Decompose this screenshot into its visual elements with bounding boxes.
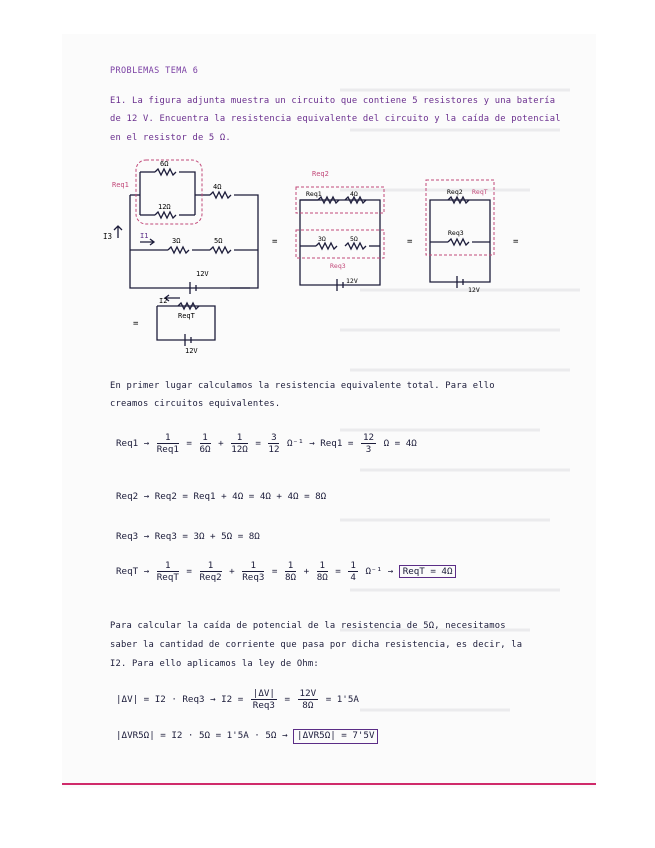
text2-line-1: Para calcular la caída de potencial de la resistencia de 5Ω, necesitamos xyxy=(110,621,506,631)
reqt-result-box: ReqT = 4Ω xyxy=(399,565,457,578)
equation-req2: Req2 → Req2 = Req1 + 4Ω = 4Ω + 4Ω = 8Ω xyxy=(116,491,327,502)
label-12v-right: 12V xyxy=(468,286,480,294)
resistor-req3-right xyxy=(448,239,469,245)
resistor-4ohm xyxy=(210,192,231,198)
equation-reqt: ReqT → $\frac{1}{\text{ReqT}}$ = $\frac{1}{\text{Req2}}$ + $\frac{1}{\text{Req3}}$ = $\frac{1}{8\Omega}$ + $\frac{1}{8\Omega}$ = $\frac{1}{4}$ Ω⁻¹ → ReqT = 4Ω xyxy=(116,560,456,583)
label-12v-small: 12V xyxy=(185,347,198,355)
label-r3-mid: 3Ω xyxy=(318,235,326,243)
label-reqt-small: ReqT xyxy=(178,312,195,320)
resistor-6ohm xyxy=(155,169,176,175)
label-r5: 5Ω xyxy=(214,237,223,245)
text2-line-3: I2. Para ello aplicamos la ley de Ohm: xyxy=(110,659,319,669)
label-r4: 4Ω xyxy=(213,183,222,191)
equation-req1: Req1 → $\frac{1}{\text{Req1}}$ = $\frac{1}{6\Omega}$ + $\frac{1}{12\Omega}$ = $\frac{3}{12}$ Ω⁻¹ → Req1 = $\frac{12}{3}$ Ω = 4Ω xyxy=(116,432,417,455)
statement-line-1: E1. La figura adjunta muestra un circuito que contiene 5 resistores y una batería xyxy=(110,96,556,106)
label-req1-mid: Req1 xyxy=(306,190,322,198)
dashed-box-req3 xyxy=(296,230,384,258)
equation-ohm: |ΔV| = I2 · Req3 → I2 = $\frac{|\Delta V|}{\text{Req3}}$ = $\frac{12V}{8\Omega}$ = 1'5A xyxy=(116,688,359,711)
label-r12: 12Ω xyxy=(158,203,171,211)
label-req3-mid: Req3 xyxy=(330,262,346,270)
resistor-3ohm-mid xyxy=(316,243,337,249)
label-r3: 3Ω xyxy=(172,237,181,245)
label-req1: Req1 xyxy=(112,181,129,189)
label-r5-mid: 5Ω xyxy=(350,235,358,243)
label-req2-mid: Req2 xyxy=(312,170,329,178)
resistor-5ohm xyxy=(210,247,231,253)
label-i1: I1 xyxy=(140,232,149,240)
label-i3: I3 xyxy=(103,232,113,241)
label-req2-right: Req2 xyxy=(447,188,463,196)
resistor-3ohm xyxy=(168,247,189,253)
final-result-box: |ΔVR5Ω| = 7'5V xyxy=(293,729,378,744)
equals-sign-4: = xyxy=(513,237,519,247)
page-bottom-rule xyxy=(62,783,596,785)
resistor-5ohm-mid xyxy=(345,243,366,249)
equation-final: |ΔVR5Ω| = I2 · 5Ω = 1'5A · 5Ω → |ΔVR5Ω| = 7'5V xyxy=(116,730,378,741)
label-reqt-right: ReqT xyxy=(472,188,488,196)
label-r4-mid: 4Ω xyxy=(350,190,358,198)
statement-line-2: de 12 V. Encuentra la resistencia equivalente del circuito y la caída de potencial xyxy=(110,114,561,124)
label-req3-right: Req3 xyxy=(448,229,464,237)
equals-sign-2: = xyxy=(272,237,278,247)
equals-sign-1: = xyxy=(133,319,139,329)
label-i2: I2 xyxy=(159,297,168,305)
label-12v-main: 12V xyxy=(196,270,209,278)
page-heading: PROBLEMAS TEMA 6 xyxy=(110,66,199,76)
statement-line-3: en el resistor de 5 Ω. xyxy=(110,133,231,143)
resistor-12ohm xyxy=(155,212,176,218)
equation-req3: Req3 → Req3 = 3Ω + 5Ω = 8Ω xyxy=(116,531,260,542)
label-r6: 6Ω xyxy=(160,160,169,168)
text1-line-2: creamos circuitos equivalentes. xyxy=(110,399,281,409)
text2-line-2: saber la cantidad de corriente que pasa por dicha resistencia, es decir, la xyxy=(110,640,523,650)
label-12v-mid: 12V xyxy=(346,277,358,285)
text1-line-1: En primer lugar calculamos la resistencia equivalente total. Para ello xyxy=(110,381,495,391)
equals-sign-3: = xyxy=(407,237,413,247)
